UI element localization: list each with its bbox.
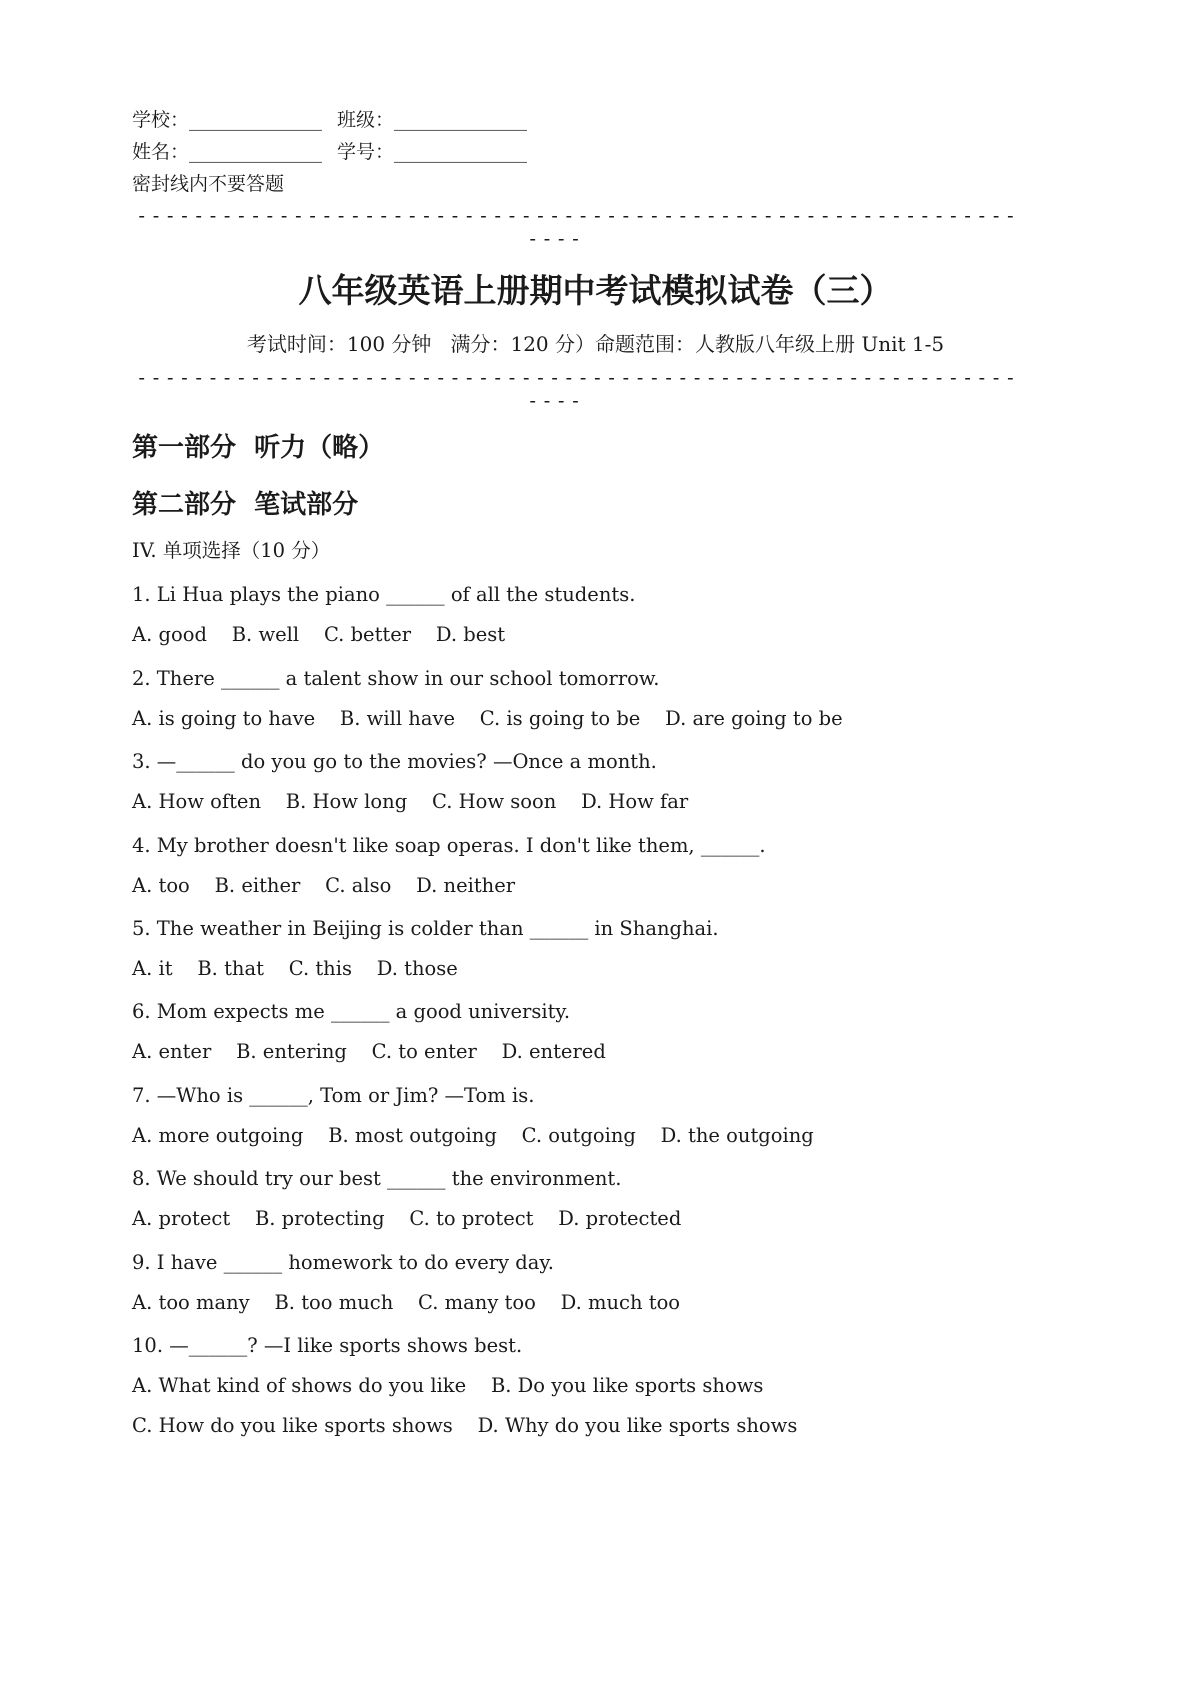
question-7: 7. —Who is ______, Tom or Jim? —Tom is. — [132, 1084, 535, 1107]
title-divider: -------------------------------------------------------------- — [136, 367, 1019, 389]
question-8-options: A. protect B. protecting C. to protect D. protected — [132, 1207, 682, 1230]
question-4: 4. My brother doesn't like soap operas. I don't like them, ______. — [132, 834, 766, 857]
question-6-options: A. enter B. entering C. to enter D. entered — [132, 1040, 606, 1063]
school-field: 学校：______________ — [132, 109, 323, 131]
seal-divider-tail: ---- — [527, 228, 584, 250]
question-9-options: A. too many B. too much C. many too D. much too — [132, 1291, 681, 1314]
section-iv-heading: IV. 单项选择（10 分） — [132, 539, 331, 562]
class-field: 班级：______________ — [337, 109, 528, 131]
question-10-options-ab: A. What kind of shows do you like B. Do you like sports shows — [132, 1374, 764, 1397]
name-field: 姓名：______________ — [132, 141, 323, 163]
question-3: 3. —______ do you go to the movies? —Once a month. — [132, 750, 657, 773]
question-10: 10. —______? —I like sports shows best. — [132, 1334, 523, 1357]
question-9: 9. I have ______ homework to do every day. — [132, 1251, 555, 1274]
question-2: 2. There ______ a talent show in our school tomorrow. — [132, 667, 660, 690]
question-5-options: A. it B. that C. this D. those — [132, 957, 458, 980]
seal-divider: -------------------------------------------------------------- — [136, 205, 1019, 227]
section-part1-heading: 第一部分 听力（略） — [132, 433, 385, 463]
question-1: 1. Li Hua plays the piano ______ of all the students. — [132, 583, 636, 606]
question-3-options: A. How often B. How long C. How soon D. How far — [132, 790, 689, 813]
exam-title: 八年级英语上册期中考试模拟试卷（三） — [298, 271, 893, 310]
student-number-field: 学号：______________ — [337, 141, 528, 163]
question-6: 6. Mom expects me ______ a good university. — [132, 1000, 571, 1023]
title-divider-tail: ---- — [527, 390, 584, 412]
question-4-options: A. too B. either C. also D. neither — [132, 874, 516, 897]
question-10-options-cd: C. How do you like sports shows D. Why do you like sports shows — [132, 1414, 798, 1437]
question-2-options: A. is going to have B. will have C. is going to be D. are going to be — [132, 707, 843, 730]
section-part2-heading: 第二部分 笔试部分 — [132, 490, 359, 520]
question-1-options: A. good B. well C. better D. best — [132, 623, 506, 646]
exam-subtitle: 考试时间：100 分钟 满分：120 分）命题范围：人教版八年级上册 Unit 1-5 — [246, 332, 945, 356]
question-8: 8. We should try our best ______ the environment. — [132, 1167, 622, 1190]
seal-notice: 密封线内不要答题 — [132, 173, 285, 195]
question-5: 5. The weather in Beijing is colder than ______ in Shanghai. — [132, 917, 719, 940]
question-7-options: A. more outgoing B. most outgoing C. outgoing D. the outgoing — [132, 1124, 814, 1147]
